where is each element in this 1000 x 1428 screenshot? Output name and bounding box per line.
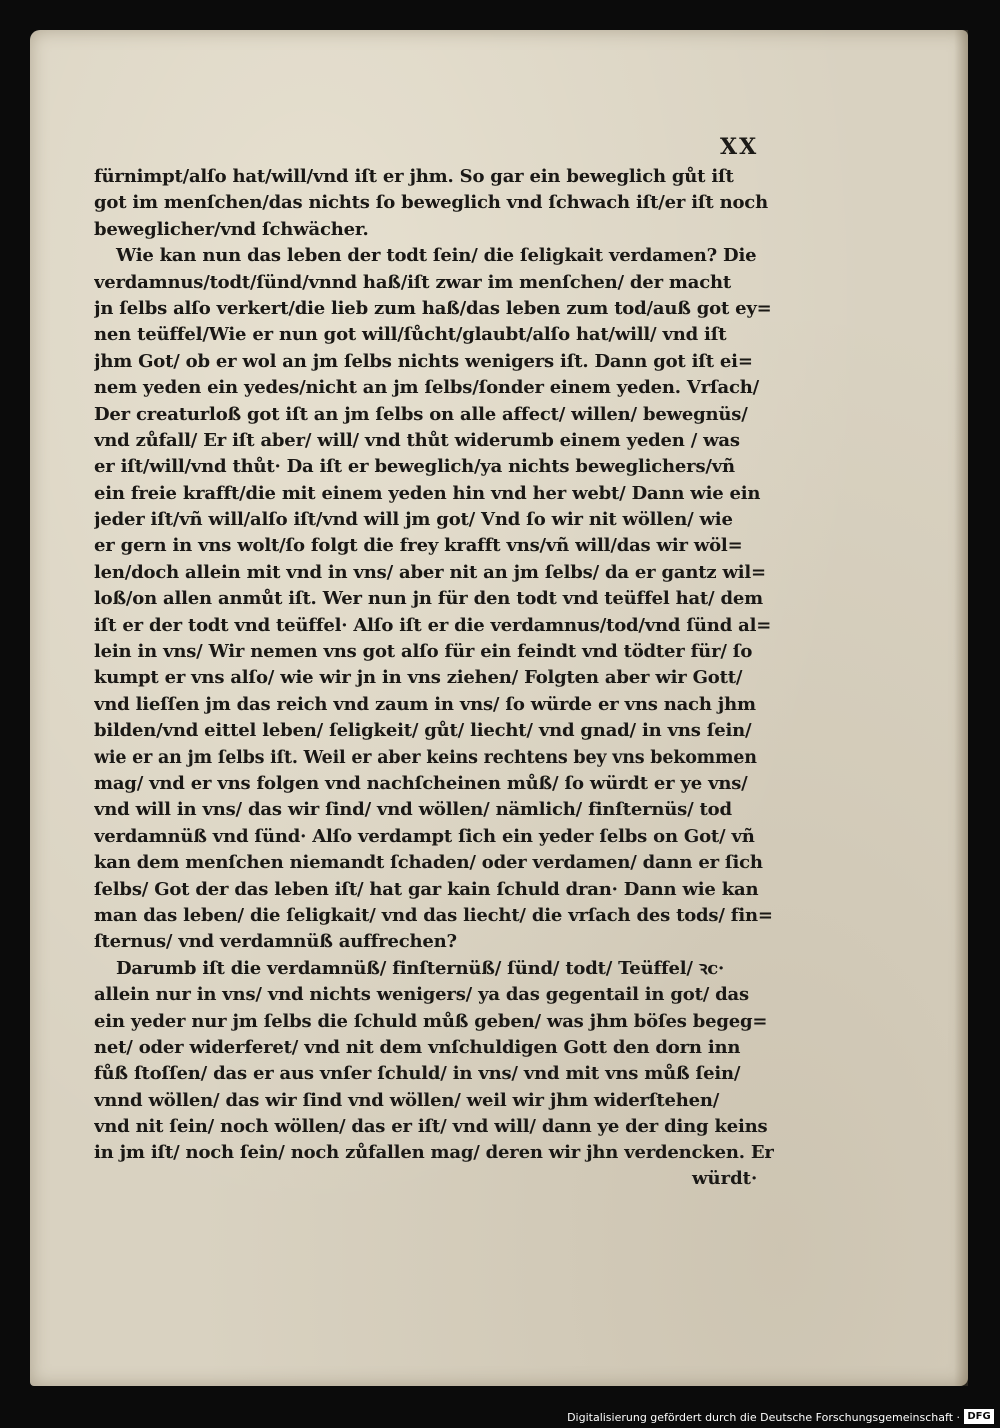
text-line: net/ oder widerferet/ vnd nit dem vnſchuldigen Gott den dorn inn — [94, 1036, 741, 1058]
footer-bar — [0, 1398, 1000, 1428]
text-line: mag/ vnd er vns folgen vnd nachſcheinen můß/ ſo würdt er ye vns/ — [94, 772, 748, 794]
text-line: vnd nit ſein/ noch wöllen/ das er iſt/ vnd will/ dann ye der ding keins — [94, 1116, 768, 1138]
text-line: beweglicher/vnd ſchwächer. — [94, 218, 369, 240]
text-line: ein yeder nur jm ſelbs die ſchuld můß geben/ was jhm böſes begeg= — [94, 1010, 768, 1032]
text-line: loß/on allen anmůt iſt. Wer nun jn für den todt vnd teüffel hat/ dem — [94, 588, 763, 610]
text-line: Der creaturloß got iſt an jm ſelbs on alle affect/ willen/ bewegnüs/ — [94, 403, 748, 425]
text-line: kan dem menſchen niemandt ſchaden/ oder verdamen/ dann er ſich — [94, 852, 763, 874]
book-page — [30, 30, 968, 1386]
text-block — [94, 164, 774, 1167]
text-line: nem yeden ein yedes/nicht an jm ſelbs/ſonder einem yeden. Vrſach/ — [94, 377, 759, 399]
text-line: nen teüffel/Wie er nun got will/ſůcht/glaubt/alſo hat/will/ vnd iſt — [94, 324, 727, 346]
page-edge-shadow — [954, 30, 968, 1386]
text-line: vnd zůfall/ Er iſt aber/ will/ vnd thůt widerumb einem yeden / was — [94, 429, 740, 451]
text-line: ein freie krafft/die mit einem yeden hin vnd her webt/ Dann wie ein — [94, 482, 761, 504]
text-line: kumpt er vns alſo/ wie wir jn in vns ziehen/ Folgten aber wir Gott/ — [94, 667, 743, 689]
text-line: len/doch allein mit vnd in vns/ aber nit an jm ſelbs/ da er gantz wil= — [94, 561, 766, 583]
text-line: ſternus/ vnd verdamnüß auffrechen? — [94, 931, 457, 953]
text-line: wie er an jm ſelbs iſt. Weil er aber keins rechtens bey vns bekommen — [94, 747, 757, 768]
text-line: verdamnüß vnd ſünd· Alſo verdampt ſich ein yeder ſelbs on Got/ vñ — [94, 825, 755, 847]
text-line: got im menſchen/das nichts ſo beweglich vnd ſchwach iſt/er iſt noch — [94, 192, 768, 214]
text-line: iſt er der todt vnd teüffel· Alſo iſt er die verdamnus/tod/vnd ſünd al= — [94, 614, 772, 636]
catchword: würdt· — [692, 1168, 758, 1189]
text-line: lein in vns/ Wir nemen vns got alſo für ein feindt vnd tödter für/ ſo — [94, 641, 753, 663]
text-line: verdamnus/todt/ſünd/vnnd haß/iſt zwar im menſchen/ der macht — [94, 271, 731, 293]
text-line: bilden/vnd eittel leben/ ſeligkeit/ gůt/ liecht/ vnd gnad/ in vns ſein/ — [94, 720, 752, 742]
text-line: er gern in vns wolt/ſo folgt die frey krafft vns/vñ will/das wir wöl= — [94, 535, 743, 557]
text-line: er iſt/will/vnd thůt· Da iſt er beweglich/ya nichts beweglichers/vñ — [94, 456, 735, 478]
text-line: vnd lieſſen jm das reich vnd zaum in vns/ ſo würde er vns nach jhm — [94, 693, 756, 715]
text-line: Darumb iſt die verdamnüß/ finſternüß/ ſünd/ todt/ Teüffel/ ꝛc· — [116, 957, 725, 979]
footer-credit: Digitalisierung gefördert durch die Deutsche Forschungsgemeinschaft · — [567, 1411, 960, 1424]
text-line: vnd will in vns/ das wir ſind/ vnd wöllen/ nämlich/ finſternüs/ tod — [94, 799, 732, 821]
text-line: Wie kan nun das leben der todt ſein/ die ſeligkait verdamen? Die — [116, 245, 757, 267]
dfg-logo: DFG — [964, 1409, 994, 1424]
text-line: ſelbs/ Got der das leben iſt/ hat gar kain ſchuld dran· Dann wie kan — [94, 878, 759, 900]
text-line: fürnimpt/alſo hat/will/vnd iſt er jhm. So gar ein beweglich gůt iſt — [94, 166, 734, 187]
text-line: allein nur in vns/ vnd nichts wenigers/ ya das gegentail in got/ das — [94, 984, 749, 1006]
text-line: jn ſelbs alſo verkert/die lieb zum haß/das leben zum tod/auß got ey= — [94, 297, 772, 319]
text-line: jeder iſt/vñ will/alſo iſt/vnd will jm got/ Vnd ſo wir nit wöllen/ wie — [94, 509, 733, 531]
text-line: jhm Got/ ob er wol an jm ſelbs nichts wenigers iſt. Dann got iſt ei= — [94, 350, 753, 372]
folio-number: XX — [720, 134, 759, 160]
text-line: in jm iſt/ noch ſein/ noch zůfallen mag/ deren wir jhn verdencken. Er — [94, 1142, 774, 1164]
text-line: fůß ſtoſſen/ das er aus vnſer ſchuld/ in vns/ vnd mit vns můß ſein/ — [94, 1063, 741, 1085]
text-line: vnnd wöllen/ das wir ſind vnd wöllen/ weil wir jhm widerſtehen/ — [94, 1089, 720, 1111]
text-line: man das leben/ die ſeligkait/ vnd das liecht/ die vrſach des tods/ fin= — [94, 904, 773, 926]
